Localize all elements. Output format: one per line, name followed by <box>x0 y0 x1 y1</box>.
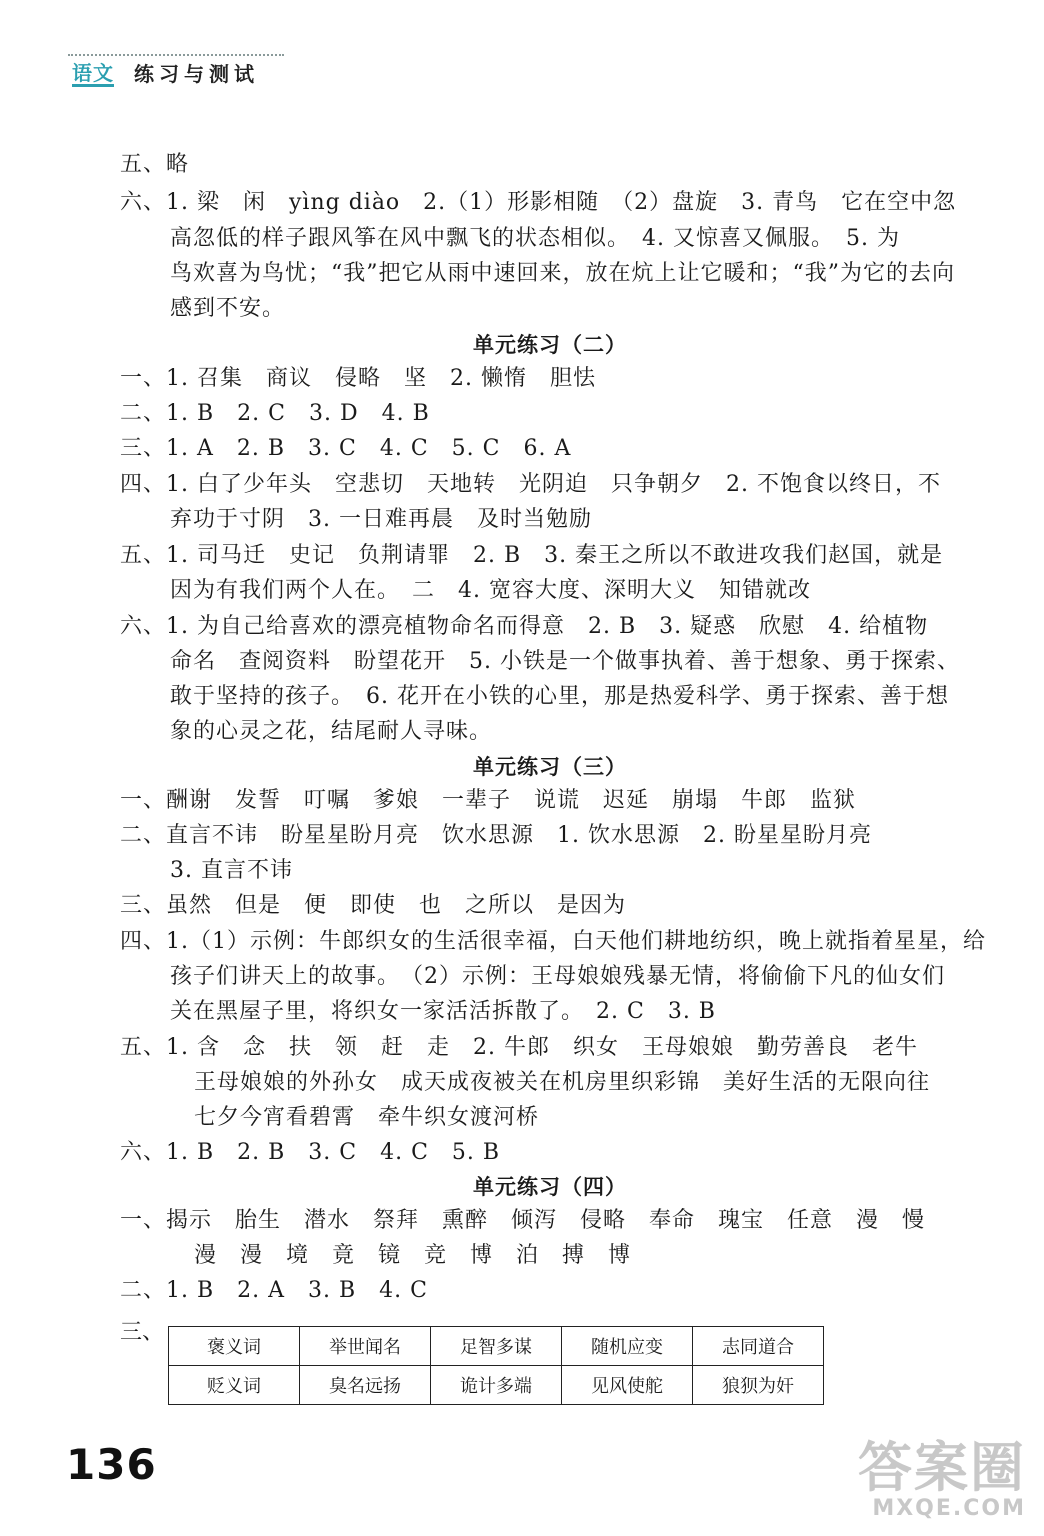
answer-line: 象的心灵之花，结尾耐人寻味。 <box>170 719 493 744</box>
answer-line: 命名 查阅资料 盼望花开 5. 小铁是一个做事执着、善于想象、勇于探索、 <box>170 649 960 674</box>
answer-line: 3. 直言不讳 <box>170 858 293 883</box>
table-cell: 志同道合 <box>693 1327 824 1366</box>
table-cell: 狼狈为奸 <box>693 1366 824 1405</box>
answer-line: 一、酬谢 发誓 叮嘱 爹娘 一辈子 说谎 迟延 崩塌 牛郎 监狱 <box>120 788 857 813</box>
answer-line: 七夕今宵看碧霄 牵牛织女渡河桥 <box>194 1105 540 1130</box>
table-cell: 褒义词 <box>169 1327 300 1366</box>
table-cell: 见风使舵 <box>562 1366 693 1405</box>
table-cell: 臭名远扬 <box>300 1366 431 1405</box>
watermark-site: MXQE.COM <box>872 1496 1026 1521</box>
table-row <box>169 1366 824 1405</box>
table-cell: 诡计多端 <box>431 1366 562 1405</box>
answer-line: 漫 漫 境 竟 镜 竞 博 泊 搏 博 <box>194 1243 632 1268</box>
answer-line: 二、1. B 2. C 3. D 4. B <box>120 401 430 426</box>
book-title: 练习与测试 <box>134 62 259 86</box>
answer-line: 二、1. B 2. A 3. B 4. C <box>120 1278 428 1303</box>
table-cell: 足智多谋 <box>431 1327 562 1366</box>
watermark-text: 答案圈 <box>858 1436 1026 1499</box>
table-cell: 随机应变 <box>562 1327 693 1366</box>
word-classification-table <box>168 1326 824 1405</box>
answer-line: 六、1. 梁 闲 yìng diào 2.（1）形影相随 （2）盘旋 3. 青鸟 它在空中忽 <box>120 190 957 215</box>
section-title: 单元练习（四） <box>473 1175 627 1199</box>
answer-line: 三、1. A 2. B 3. C 4. C 5. C 6. A <box>120 436 572 461</box>
page-header <box>68 52 288 92</box>
question-number: 三、 <box>120 1320 165 1345</box>
answer-line: 孩子们讲天上的故事。 （2）示例：王母娘娘残暴无情，将偷偷下凡的仙女们 <box>170 964 945 989</box>
watermark-logo <box>836 1436 1026 1526</box>
table-row <box>169 1327 824 1366</box>
section-title: 单元练习（二） <box>473 333 627 357</box>
answer-line: 弃功于寸阴 3. 一日难再晨 及时当勉励 <box>170 507 592 532</box>
answer-line: 六、1. 为自己给喜欢的漂亮植物命名而得意 2. B 3. 疑惑 欣慰 4. 给植物 <box>120 614 929 639</box>
header-dotted-rule <box>68 54 284 56</box>
answer-line: 因为有我们两个人在。 二 4. 宽容大度、深明大义 知错就改 <box>170 578 811 603</box>
answer-line: 五、1. 司马迁 史记 负荆请罪 2. B 3. 秦王之所以不敢进攻我们赵国，就是 <box>120 543 944 568</box>
answer-line: 四、1.（1）示例：牛郎织女的生活很幸福，白天他们耕地纺织，晚上就指着星星，给 <box>120 929 986 954</box>
answer-line: 五、略 <box>120 152 190 177</box>
page-number: 136 <box>66 1440 157 1489</box>
answer-line: 三、虽然 但是 便 即使 也 之所以 是因为 <box>120 893 627 918</box>
answer-line: 六、1. B 2. B 3. C 4. C 5. B <box>120 1140 501 1165</box>
subject-label: 语文 <box>72 61 114 85</box>
answer-line: 敢于坚持的孩子。 6. 花开在小铁的心里，那是热爱科学、勇于探索、善于想 <box>170 684 949 709</box>
section-title: 单元练习（三） <box>473 755 627 779</box>
answer-line: 一、1. 召集 商议 侵略 坚 2. 懒惰 胆怯 <box>120 366 596 391</box>
answer-line: 王母娘娘的外孙女 成天成夜被关在机房里织彩锦 美好生活的无限向往 <box>194 1070 931 1095</box>
answer-line: 一、揭示 胎生 潜水 祭拜 熏醉 倾泻 侵略 奉命 瑰宝 任意 漫 慢 <box>120 1208 926 1233</box>
answer-line: 鸟欢喜为鸟忧；“我”把它从雨中速回来，放在炕上让它暖和；“我”为它的去向 <box>170 261 955 286</box>
answer-line: 四、1. 白了少年头 空悲切 天地转 光阴迫 只争朝夕 2. 不饱食以终日，不 <box>120 472 941 497</box>
answer-line: 高忽低的样子跟风筝在风中飘飞的状态相似。 4. 又惊喜又佩服。 5. 为 <box>170 226 900 251</box>
answer-line: 二、直言不讳 盼星星盼月亮 饮水思源 1. 饮水思源 2. 盼星星盼月亮 <box>120 823 872 848</box>
table-cell: 贬义词 <box>169 1366 300 1405</box>
table-cell: 举世闻名 <box>300 1327 431 1366</box>
answer-line: 关在黑屋子里，将织女一家活活拆散了。 2. C 3. B <box>170 999 716 1024</box>
answer-line: 感到不安。 <box>170 296 286 321</box>
answer-line: 五、1. 含 念 扶 领 赶 走 2. 牛郎 织女 王母娘娘 勤劳善良 老牛 <box>120 1035 918 1060</box>
